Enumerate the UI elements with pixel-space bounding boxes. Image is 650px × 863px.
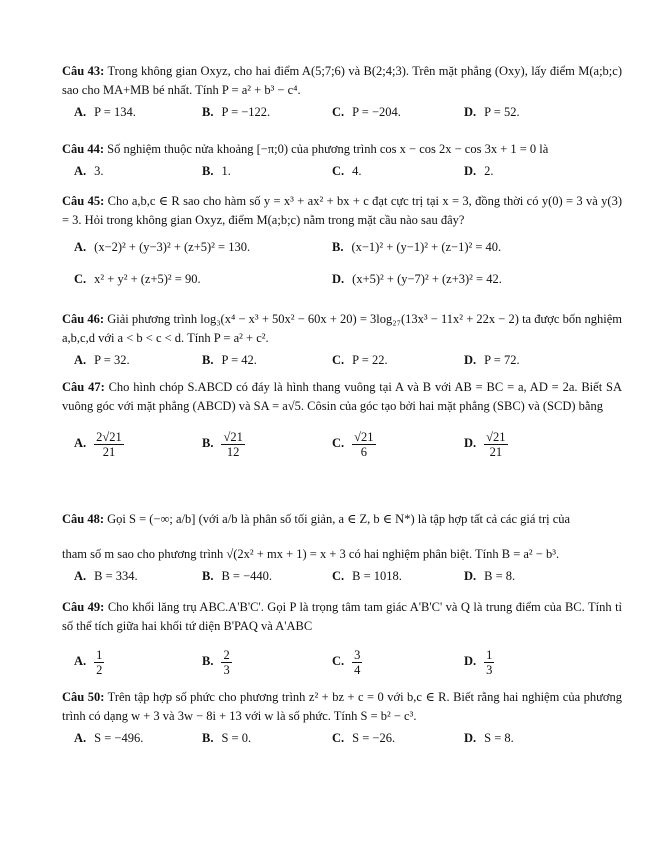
option-b[interactable]: B. (x−1)² + (y−1)² + (z−1)² = 40. <box>332 240 502 254</box>
question-46 <box>62 310 622 373</box>
options <box>62 430 622 460</box>
question-text: Gọi S = (−∞; a/b] (với a/b là phân số tối giản, a ∈ Z, b ∈ N*) là tập hợp tất cả các giá trị của <box>107 512 571 526</box>
question-50 <box>62 688 622 751</box>
option-b[interactable]: B. 1. <box>202 164 231 178</box>
options <box>62 351 622 373</box>
option-b[interactable]: B. B = −440. <box>202 569 273 583</box>
option-d[interactable]: D. (x+5)² + (y−7)² + (z+3)² = 42. <box>332 272 502 286</box>
fraction: $\frac{3}{4}$ <box>354 648 361 677</box>
question-number: Câu 44: <box>62 142 105 156</box>
question-text: Cho khối lăng trụ ABC.A'B'C'. Gọi P là trọng tâm tam giác A'B'C' và Q là trung điểm của BC. Tính tỉ số thể tích giữa hai khối tứ diện B'PAQ và A'ABC <box>62 600 623 633</box>
question-number: Câu 46: <box>62 312 105 326</box>
question-number: Câu 47: <box>62 380 105 394</box>
fraction: $\frac{√21}{6}$ <box>354 430 374 459</box>
options-row-1 <box>62 238 622 260</box>
option-a[interactable]: A. B = 334. <box>74 569 138 583</box>
option-c[interactable]: C. $\frac{√21}{6}$ <box>332 430 374 459</box>
question-47 <box>62 378 622 460</box>
question-text: Số nghiệm thuộc nửa khoảng [−π;0) của phương trình cos x − cos 2x − cos 3x + 1 = 0 là <box>107 142 549 156</box>
question-number: Câu 50: <box>62 690 105 704</box>
options <box>62 103 622 125</box>
option-c[interactable]: C. P = −204. <box>332 105 401 119</box>
option-b[interactable]: B. P = 42. <box>202 353 257 367</box>
fraction: $\frac{1}{3}$ <box>486 648 493 677</box>
option-b[interactable]: B. $\frac{√21}{12}$ <box>202 430 243 459</box>
option-b[interactable]: B. S = 0. <box>202 731 252 745</box>
option-a[interactable]: A. P = 32. <box>74 353 130 367</box>
option-a[interactable]: A. S = −496. <box>74 731 144 745</box>
option-d[interactable]: D. 2. <box>464 164 494 178</box>
question-text: Giải phương trình log₃(x⁴ − x³ + 50x² − 60x + 20) = 3log₂₇(13x³ − 11x² + 22x − 2) ta được bốn nghiệm a,b,c,d với a < b < c < d. Tính P = a² + c². <box>62 312 623 345</box>
fraction: $\frac{√21}{12}$ <box>223 430 243 459</box>
option-a[interactable]: A. 3. <box>74 164 104 178</box>
question-text: Cho a,b,c ∈ R sao cho hàm số y = x³ + ax² + bx + c đạt cực trị tại x = 3, đồng thời có y(0) = 3 và y(3) = 3. Hỏi trong không gian Oxyz, điểm M(a;b;c) nằm trong mặt cầu nào sau đây? <box>62 194 623 227</box>
option-d[interactable]: D. P = 72. <box>464 353 520 367</box>
option-d[interactable]: D. B = 8. <box>464 569 516 583</box>
question-text-continued: tham số m sao cho phương trình √(2x² + mx + 1) = x + 3 có hai nghiệm phân biệt. Tính B = a² − b³. <box>62 547 560 561</box>
option-a[interactable]: A. (x−2)² + (y−3)² + (z+5)² = 130. <box>74 240 251 254</box>
option-c[interactable]: C. 4. <box>332 164 362 178</box>
option-d[interactable]: D. $\frac{√21}{21}$ <box>464 430 506 459</box>
fraction: $\frac{√21}{21}$ <box>486 430 506 459</box>
option-c[interactable]: C. $\frac{3}{4}$ <box>332 648 361 677</box>
option-d[interactable]: D. $\frac{1}{3}$ <box>464 648 493 677</box>
option-a[interactable]: A. $\frac{1}{2}$ <box>74 648 103 677</box>
question-text: Trong không gian Oxyz, cho hai điểm A(5;7;6) và B(2;4;3). Trên mặt phẳng (Oxy), lấy điểm M(a;b;c) sao cho MA+MB bé nhất. Tính P = a² + b³ − c⁴. <box>62 64 622 97</box>
fraction: $\frac{2√21}{21}$ <box>96 430 122 459</box>
options-row-2 <box>62 270 622 292</box>
options <box>62 162 622 184</box>
option-c[interactable]: C. B = 1018. <box>332 569 402 583</box>
option-b[interactable]: B. P = −122. <box>202 105 271 119</box>
question-48 <box>62 510 622 589</box>
option-d[interactable]: D. P = 52. <box>464 105 520 119</box>
option-c[interactable]: C. P = 22. <box>332 353 388 367</box>
option-a[interactable]: A. $\frac{2√21}{21}$ <box>74 430 122 459</box>
question-number: Câu 48: <box>62 512 105 526</box>
option-a[interactable]: A. P = 134. <box>74 105 136 119</box>
question-49 <box>62 598 622 678</box>
question-44 <box>62 140 622 184</box>
question-43 <box>62 62 622 125</box>
option-c[interactable]: C. x² + y² + (z+5)² = 90. <box>74 272 201 286</box>
options <box>62 567 622 589</box>
fraction: $\frac{1}{2}$ <box>96 648 103 677</box>
option-b[interactable]: B. $\frac{2}{3}$ <box>202 648 230 677</box>
question-number: Câu 49: <box>62 600 105 614</box>
options <box>62 648 622 678</box>
question-number: Câu 45: <box>62 194 105 208</box>
question-45 <box>62 192 622 292</box>
question-text: Cho hình chóp S.ABCD có đáy là hình thang vuông tại A và B với AB = BC = a, AD = 2a. Biết SA vuông góc với mặt phẳng (ABCD) và SA = a√5. Côsin của góc tạo bởi hai mặt phẳng (SBC) và (SCD) bằng <box>62 380 622 413</box>
question-text: Trên tập hợp số phức cho phương trình z² + bz + c = 0 với b,c ∈ R. Biết rằng hai nghiệm của phương trình có dạng w + 3 và 3w − 8i + 13 với w là số phức. Tính S = b² − c³. <box>62 690 622 723</box>
question-number: Câu 43: <box>62 64 105 78</box>
fraction: $\frac{2}{3}$ <box>223 648 230 677</box>
option-d[interactable]: D. S = 8. <box>464 731 514 745</box>
option-c[interactable]: C. S = −26. <box>332 731 396 745</box>
options <box>62 729 622 751</box>
